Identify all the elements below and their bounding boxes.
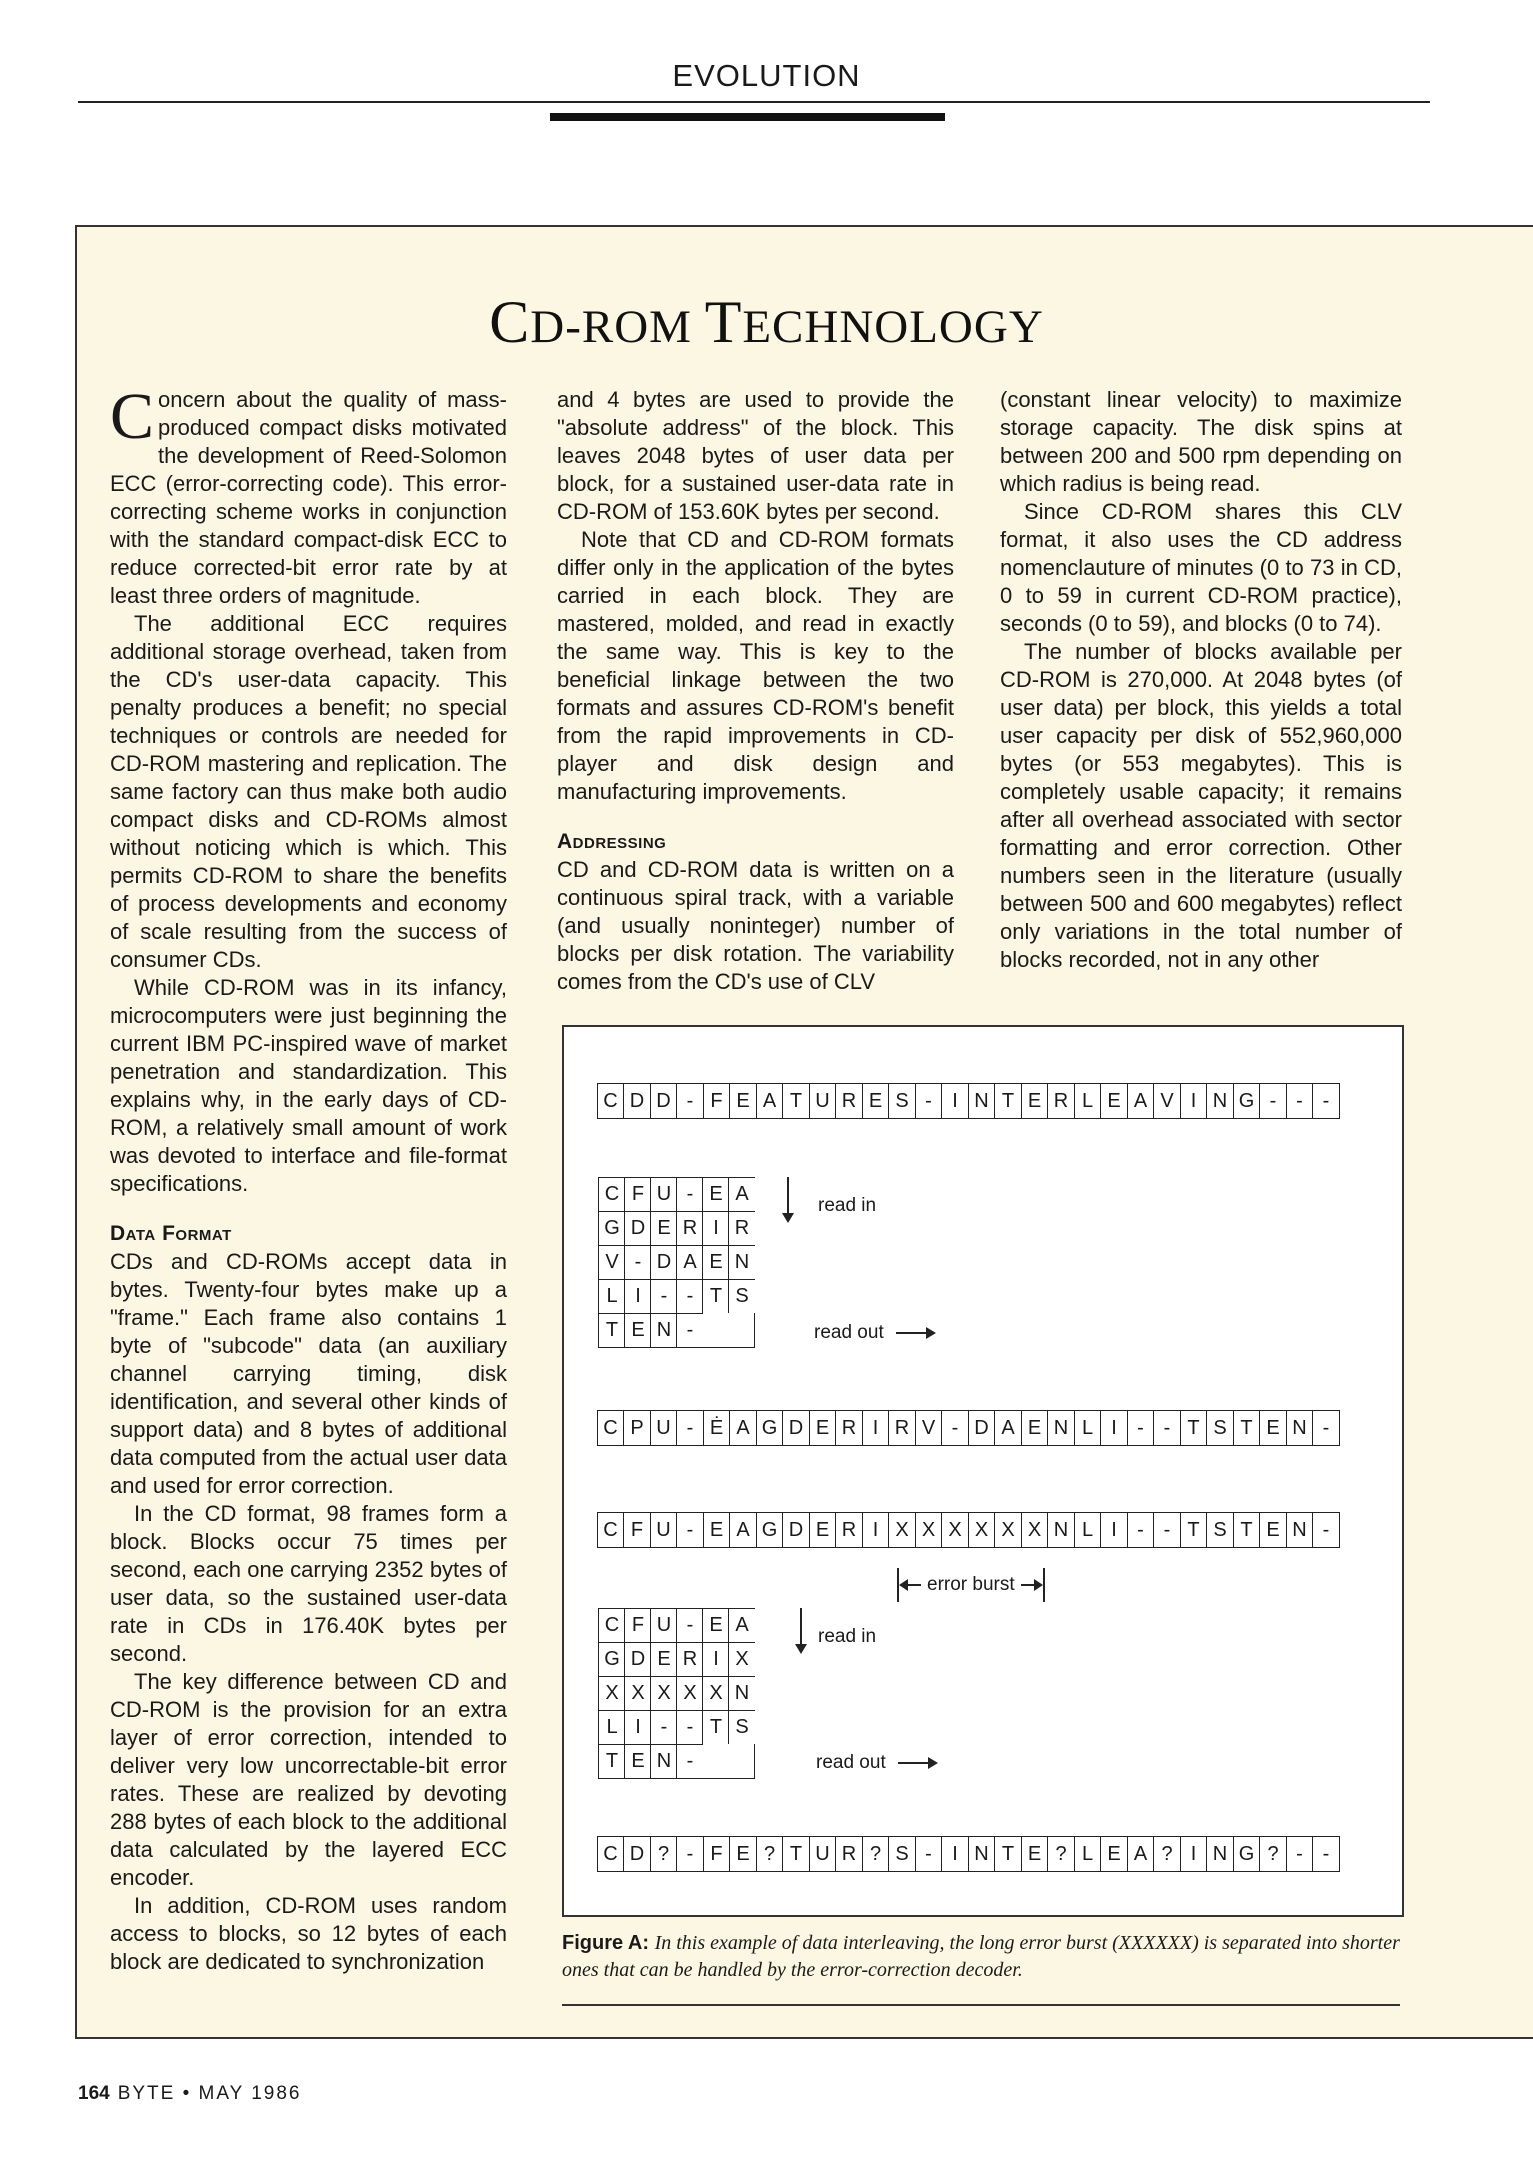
down-arrow-icon <box>800 1608 802 1648</box>
paragraph: CD and CD-ROM data is written on a continuous spiral track, with a variable (and usually noninteger) number of blocks per disk rotation. The variability comes from the CD's use of CLV <box>557 857 954 994</box>
data-cell: - <box>1286 1836 1314 1872</box>
data-cell: R <box>835 1083 863 1119</box>
data-cell: N <box>1206 1836 1234 1872</box>
data-cell: - <box>650 1710 677 1744</box>
data-cell: E <box>1259 1410 1287 1446</box>
data-cell: X <box>994 1512 1022 1548</box>
data-cell: U <box>809 1083 837 1119</box>
data-cell: - <box>1312 1512 1340 1548</box>
data-cell: E <box>650 1211 677 1245</box>
right-arrow-icon <box>1021 1584 1039 1586</box>
data-cell: G <box>1233 1836 1261 1872</box>
data-cell: R <box>676 1211 703 1245</box>
data-cell: T <box>1180 1410 1208 1446</box>
data-cell: ? <box>862 1836 890 1872</box>
data-cell: E <box>650 1642 677 1676</box>
paragraph: CDs and CD-ROMs accept data in bytes. Twenty-four bytes make up a "frame." Each frame also contains 1 byte of "subcode" data (an auxiliary channel carrying timing, disk identification, and several other kinds of support data) and 8 bytes of additional data computed from the actual user data and used for error correction. <box>110 1249 507 1498</box>
data-cell: L <box>598 1279 625 1313</box>
data-cell: I <box>702 1642 729 1676</box>
data-cell: - <box>1153 1410 1181 1446</box>
data-cell: A <box>1127 1083 1155 1119</box>
sidebar-title <box>0 288 1533 357</box>
data-cell: E <box>624 1313 651 1347</box>
section-header: EVOLUTION <box>672 58 861 93</box>
data-cell: I <box>702 1211 729 1245</box>
data-cell: ? <box>1259 1836 1287 1872</box>
data-cell: E <box>702 1177 729 1211</box>
data-cell: U <box>650 1177 677 1211</box>
data-cell: N <box>1286 1410 1314 1446</box>
data-cell: E <box>1021 1083 1049 1119</box>
data-cell: R <box>888 1410 916 1446</box>
title-c: C <box>489 289 531 355</box>
data-cell: - <box>915 1083 943 1119</box>
data-cell: I <box>941 1836 969 1872</box>
data-cell: - <box>1153 1512 1181 1548</box>
figure-caption <box>562 1930 1402 1984</box>
read-out-text: read out <box>814 1322 884 1343</box>
drop-cap: C <box>110 380 155 453</box>
data-cell: N <box>1047 1410 1075 1446</box>
data-cell: E <box>624 1744 651 1778</box>
data-cell: I <box>1180 1836 1208 1872</box>
paragraph: In the CD format, 98 frames form a block. Blocks occur 75 times per second, each one carrying 2352 bytes of user data, so the sustained user-data rate in CDs in 176.40K bytes per second. <box>110 1501 507 1666</box>
data-cell: N <box>650 1313 677 1347</box>
data-cell: - <box>650 1279 677 1313</box>
data-cell: X <box>1021 1512 1049 1548</box>
data-cell: - <box>676 1083 704 1119</box>
sequence-row-original <box>598 1083 1340 1119</box>
data-cell: D <box>968 1410 996 1446</box>
data-cell: X <box>915 1512 943 1548</box>
data-cell: R <box>676 1642 703 1676</box>
title-t: T <box>704 289 743 355</box>
data-cell: C <box>598 1177 625 1211</box>
data-cell: S <box>728 1279 755 1313</box>
data-cell: - <box>1127 1512 1155 1548</box>
column-2 <box>557 386 954 996</box>
title-echnology: ECHNOLOGY <box>742 301 1044 353</box>
data-cell: A <box>729 1410 757 1446</box>
data-cell: X <box>728 1642 755 1676</box>
data-cell: A <box>756 1083 784 1119</box>
caption-rule <box>562 2004 1400 2006</box>
data-cell: X <box>624 1676 651 1710</box>
data-cell: ? <box>756 1836 784 1872</box>
read-in-label-1: read in <box>818 1195 877 1216</box>
data-cell: - <box>1127 1410 1155 1446</box>
data-cell: E <box>703 1512 731 1548</box>
data-cell: R <box>835 1836 863 1872</box>
sequence-row-error <box>598 1512 1340 1548</box>
data-cell: - <box>1312 1410 1340 1446</box>
burst-end-tick <box>1043 1568 1045 1602</box>
data-cell: S <box>1206 1512 1234 1548</box>
data-cell: T <box>702 1279 729 1313</box>
paragraph: The number of blocks available per CD-ROM is 270,000. At 2048 bytes (of user data) per block, this yields a total user capacity per disk of 552,960,000 bytes (or 553 megabytes). This is completely usable capacity; it remains after all overhead associated with sector formatting and error correction. Other numbers seen in the literature (usually between 500 and 600 megabytes) reflect only variations in the total number of blocks recorded, not in any other <box>1000 639 1402 972</box>
heading-addressing: Addressing <box>557 830 667 853</box>
data-cell: A <box>676 1245 703 1279</box>
data-cell: R <box>728 1211 755 1245</box>
page-footer <box>78 2083 302 2105</box>
caption-text: In this example of data interleaving, the long error burst (XXXXXX) is separated into shorter ones that can be handled by the error-correction decoder. <box>562 1932 1400 1981</box>
data-cell: N <box>728 1676 755 1710</box>
data-cell: I <box>624 1279 651 1313</box>
data-cell: X <box>941 1512 969 1548</box>
sequence-row-interleaved <box>598 1410 1340 1446</box>
read-out-label-2 <box>816 1752 936 1774</box>
data-cell: A <box>728 1608 755 1642</box>
data-cell: - <box>676 1410 704 1446</box>
data-cell: E <box>729 1083 757 1119</box>
data-cell: R <box>1047 1083 1075 1119</box>
data-cell: T <box>702 1710 729 1744</box>
data-cell: N <box>968 1083 996 1119</box>
sequence-row-result <box>598 1836 1340 1872</box>
data-cell: E <box>862 1083 890 1119</box>
data-cell: X <box>598 1676 625 1710</box>
data-cell: D <box>623 1836 651 1872</box>
right-arrow-icon <box>896 1332 934 1334</box>
paragraph <box>110 380 507 610</box>
data-cell: V <box>598 1245 625 1279</box>
data-cell: X <box>888 1512 916 1548</box>
data-cell: T <box>598 1744 625 1778</box>
data-cell: T <box>782 1083 810 1119</box>
paragraph: and 4 bytes are used to provide the "absolute address" of the block. This leaves 2048 bytes of user data per block, for a sustained user-data rate in CD-ROM of 153.60K bytes per second. <box>557 387 954 524</box>
data-cell: - <box>676 1512 704 1548</box>
column-1 <box>110 380 507 1976</box>
paragraph: Since CD-ROM shares this CLV format, it also uses the CD address nomenclauture of minutes (0 to 73 in CD, 0 to 59 in current CD-ROM practice), seconds (0 to 59), and blocks (0 to 74). <box>1000 499 1402 636</box>
data-cell: D <box>782 1512 810 1548</box>
read-out-text: read out <box>816 1752 886 1773</box>
data-cell: N <box>728 1245 755 1279</box>
data-cell: T <box>1233 1410 1261 1446</box>
data-cell: E <box>1100 1083 1128 1119</box>
data-cell: E <box>809 1512 837 1548</box>
data-cell: S <box>888 1083 916 1119</box>
data-cell: - <box>676 1744 703 1778</box>
data-cell: L <box>1074 1512 1102 1548</box>
data-cell: - <box>676 1279 703 1313</box>
data-cell: E <box>809 1410 837 1446</box>
paragraph: Note that CD and CD-ROM formats differ only in the application of the bytes carried in each block. They are mastered, molded, and read in exactly the same way. This is key to the beneficial linkage between the two formats and assures CD-ROM's benefit from the rapid improvements in CD-player and disk design and manufacturing improvements. <box>557 527 954 804</box>
data-cell: C <box>597 1410 625 1446</box>
page-number: 164 <box>78 2083 110 2104</box>
data-cell: T <box>1233 1512 1261 1548</box>
data-cell: F <box>703 1083 731 1119</box>
figure-a-box <box>562 1025 1404 1917</box>
data-cell: I <box>862 1410 890 1446</box>
data-cell: ? <box>1153 1836 1181 1872</box>
down-arrow-icon <box>787 1177 789 1217</box>
data-cell: U <box>650 1608 677 1642</box>
data-cell: I <box>1100 1410 1128 1446</box>
data-cell: T <box>994 1836 1022 1872</box>
data-cell: U <box>809 1836 837 1872</box>
data-cell: - <box>676 1710 703 1744</box>
data-cell: U <box>650 1410 678 1446</box>
data-cell: T <box>782 1836 810 1872</box>
data-cell: D <box>650 1245 677 1279</box>
paragraph-text: oncern about the quality of mass-produced compact disks motivated the development of Reed-Solomon ECC (error-correcting code). This error-correcting scheme works in conjunction with the standard compact-disk ECC to reduce corrected-bit error rate by at least three orders of magnitude. <box>110 387 507 608</box>
error-burst-label: error burst <box>927 1574 1015 1595</box>
paragraph: The additional ECC requires additional storage overhead, taken from the CD's user-data capacity. This penalty produces a benefit; no special techniques or controls are needed for CD-ROM mastering and replication. The same factory can thus make both audio compact disks and CD-ROMs almost without noticing which is which. This permits CD-ROM to share the benefits of process developments and economy of scale resulting from the success of consumer CDs. <box>110 611 507 972</box>
publication-info: BYTE • MAY 1986 <box>117 2083 302 2104</box>
data-cell: G <box>598 1211 625 1245</box>
data-cell: L <box>1074 1410 1102 1446</box>
left-arrow-icon <box>903 1584 921 1586</box>
data-cell: ? <box>1047 1836 1075 1872</box>
data-cell: R <box>835 1512 863 1548</box>
heading-data-format: Data Format <box>110 1222 232 1245</box>
data-cell: A <box>1127 1836 1155 1872</box>
caption-label: Figure A: <box>562 1932 650 1954</box>
data-cell: X <box>702 1676 729 1710</box>
data-cell: A <box>994 1410 1022 1446</box>
data-cell: I <box>624 1710 651 1744</box>
data-cell: D <box>623 1083 651 1119</box>
data-cell: - <box>1312 1836 1340 1872</box>
data-cell: - <box>676 1836 704 1872</box>
data-cell: X <box>650 1676 677 1710</box>
data-cell: Ė <box>703 1410 731 1446</box>
data-cell: U <box>650 1512 678 1548</box>
data-cell: C <box>597 1512 625 1548</box>
data-cell: L <box>1074 1836 1102 1872</box>
data-cell: C <box>597 1836 625 1872</box>
read-out-label-1 <box>814 1322 934 1344</box>
data-cell: E <box>729 1836 757 1872</box>
data-cell: G <box>756 1512 784 1548</box>
data-cell: D <box>624 1642 651 1676</box>
data-cell: E <box>702 1245 729 1279</box>
data-cell: - <box>676 1177 703 1211</box>
data-cell: E <box>1021 1410 1049 1446</box>
data-cell: E <box>1021 1836 1049 1872</box>
data-cell: V <box>915 1410 943 1446</box>
data-cell: S <box>1206 1410 1234 1446</box>
data-cell: S <box>728 1710 755 1744</box>
data-cell: D <box>650 1083 678 1119</box>
data-cell: X <box>676 1676 703 1710</box>
paragraph: (constant linear velocity) to maximize storage capacity. The disk spins at between 200 and 500 rpm depending on which radius is being read. <box>1000 387 1402 496</box>
data-cell: G <box>598 1642 625 1676</box>
data-cell: L <box>598 1710 625 1744</box>
data-cell: - <box>1259 1083 1287 1119</box>
data-cell: - <box>915 1836 943 1872</box>
right-arrow-icon <box>898 1762 936 1764</box>
header-rule <box>78 101 1430 103</box>
data-cell: E <box>702 1608 729 1642</box>
header-bar <box>550 113 945 121</box>
data-cell: N <box>1047 1512 1075 1548</box>
data-cell: C <box>598 1608 625 1642</box>
data-cell: - <box>676 1313 703 1347</box>
data-cell: - <box>1286 1083 1314 1119</box>
data-cell: T <box>994 1083 1022 1119</box>
paragraph: In addition, CD-ROM uses random access to blocks, so 12 bytes of each block are dedicated to synchronization <box>110 1893 507 1974</box>
data-cell: ? <box>650 1836 678 1872</box>
data-cell: N <box>968 1836 996 1872</box>
data-cell: I <box>941 1083 969 1119</box>
data-cell: I <box>1180 1083 1208 1119</box>
data-cell: G <box>756 1410 784 1446</box>
data-cell: T <box>1180 1512 1208 1548</box>
data-cell: I <box>1100 1512 1128 1548</box>
data-cell: F <box>624 1608 651 1642</box>
data-cell: - <box>676 1608 703 1642</box>
data-cell: G <box>1233 1083 1261 1119</box>
data-cell: N <box>650 1744 677 1778</box>
data-cell: I <box>862 1512 890 1548</box>
paragraph: The key difference between CD and CD-ROM is the provision for an extra layer of error correction, intended to deliver very low uncorrectable-bit error rates. These are realized by devoting 288 bytes of each block to the additional data calculated by the layered ECC encoder. <box>110 1669 507 1890</box>
data-cell: E <box>1100 1836 1128 1872</box>
data-cell: N <box>1206 1083 1234 1119</box>
data-cell: S <box>888 1836 916 1872</box>
data-cell: E <box>1259 1512 1287 1548</box>
paragraph: While CD-ROM was in its infancy, microcomputers were just beginning the current IBM PC-inspired wave of market penetration and standardization. This explains why, in the early days of CD-ROM, a relatively small amount of work was devoted to interface and file-format specifications. <box>110 975 507 1196</box>
interleave-grid-1 <box>598 1177 755 1348</box>
data-cell: R <box>835 1410 863 1446</box>
data-cell: A <box>728 1177 755 1211</box>
data-cell: T <box>598 1313 625 1347</box>
data-cell: F <box>624 1177 651 1211</box>
data-cell: - <box>1312 1083 1340 1119</box>
data-cell: X <box>968 1512 996 1548</box>
data-cell: C <box>597 1083 625 1119</box>
interleave-grid-2 <box>598 1608 755 1779</box>
read-in-label-2: read in <box>818 1626 877 1647</box>
data-cell: D <box>782 1410 810 1446</box>
data-cell: P <box>623 1410 651 1446</box>
data-cell: F <box>623 1512 651 1548</box>
data-cell: V <box>1153 1083 1181 1119</box>
data-cell: - <box>624 1245 651 1279</box>
data-cell: A <box>729 1512 757 1548</box>
data-cell: N <box>1286 1512 1314 1548</box>
error-burst-marker <box>897 1568 1045 1602</box>
data-cell: D <box>624 1211 651 1245</box>
data-cell: F <box>703 1836 731 1872</box>
title-d-rom: D-ROM <box>530 301 705 353</box>
data-cell: - <box>941 1410 969 1446</box>
data-cell: L <box>1074 1083 1102 1119</box>
column-3 <box>1000 386 1402 974</box>
